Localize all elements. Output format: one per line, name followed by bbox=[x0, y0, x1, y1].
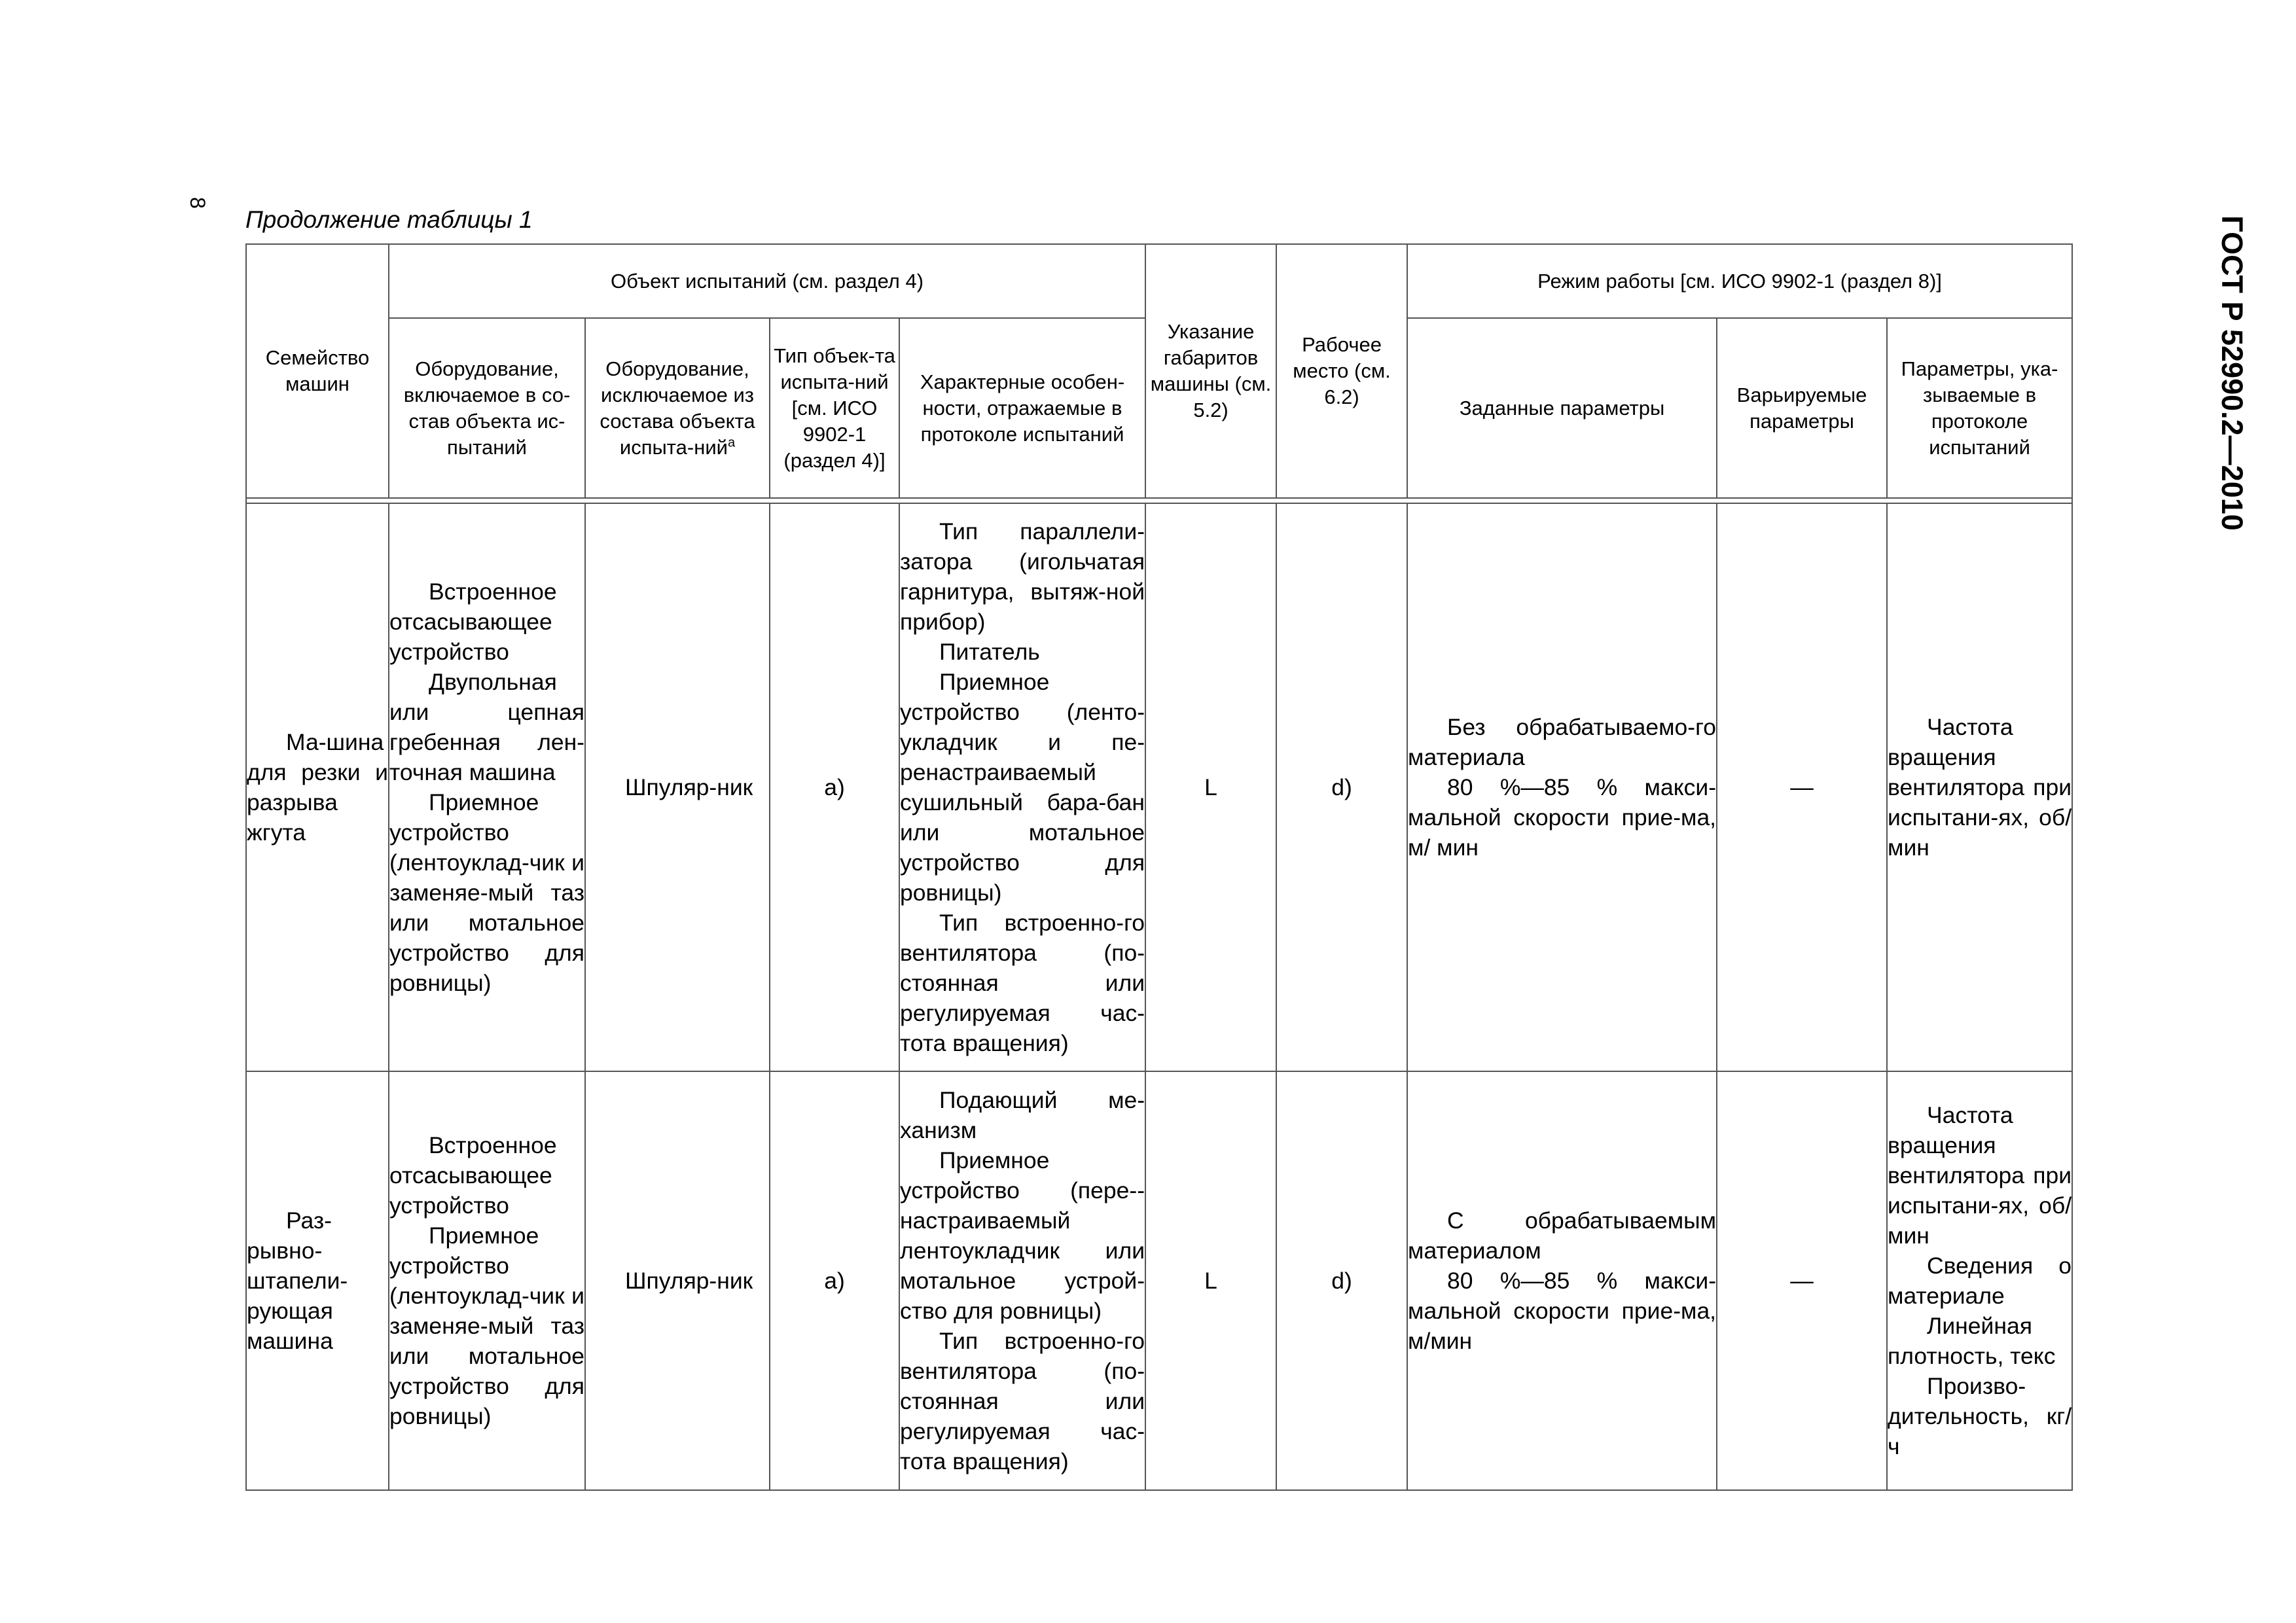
header-family: Семейство машин bbox=[246, 244, 389, 498]
cell-text: С обрабатываемым материалом bbox=[1408, 1207, 1717, 1264]
header-reported-params: Параметры, ука-зываемые в протоколе испытаний bbox=[1887, 318, 2072, 498]
table-caption: Продолжение таблицы 1 bbox=[245, 206, 533, 233]
cell-text: Приемное устройство (лентоуклад-чик и заменяе-мый таз или мотальное устройство для ровницы) bbox=[389, 1222, 584, 1429]
header-excluded bbox=[585, 318, 770, 498]
cell-text: Двупольная или цепная гребенная лен-точная машина bbox=[389, 669, 584, 785]
header-object-type: Тип объек-та испыта-ний [см. ИСО 9902-1 (раздел 4)] bbox=[770, 318, 899, 498]
cell-text: Подающий ме-ханизм bbox=[900, 1087, 1145, 1143]
cell-varied-params: — bbox=[1717, 1071, 1887, 1490]
cell-text: Встроенное отсасывающее устройство bbox=[389, 1132, 557, 1219]
cell-reported-params bbox=[1887, 1071, 2072, 1490]
header-mode-group: Режим работы [см. ИСО 9902-1 (раздел 8)] bbox=[1407, 244, 2072, 318]
cell-set-params bbox=[1407, 503, 1717, 1071]
cell-family bbox=[246, 1071, 389, 1490]
cell-text: Частота вращения вентилятора при испытани-ях, об/мин bbox=[1888, 714, 2072, 861]
cell-included bbox=[389, 503, 585, 1071]
cell-text: Встроенное отсасывающее устройство bbox=[389, 579, 557, 665]
header-object-group: Объект испытаний (см. раздел 4) bbox=[389, 244, 1145, 318]
cell-text: Частота вращения вентилятора при испытани-ях, об/мин bbox=[1888, 1102, 2072, 1249]
cell-text: 80 %—85 % макси-мальной скорости прие-ма, м/мин bbox=[1408, 1268, 1717, 1354]
cell-text: Сведения о материале bbox=[1888, 1253, 2072, 1309]
cell-workplace: d) bbox=[1276, 1071, 1407, 1490]
cell-text: Тип параллели-затора (игольчатая гарнитура, вытяж-ной прибор) bbox=[900, 518, 1145, 635]
cell-text: Приемное устройство (ленто-укладчик и пе-ренастраиваемый сушильный бара-бан или мотальное устройство для ровницы) bbox=[900, 669, 1145, 906]
cell-workplace: d) bbox=[1276, 503, 1407, 1071]
cell-set-params bbox=[1407, 1071, 1717, 1490]
cell-features bbox=[899, 1071, 1145, 1490]
cell-text: Без обрабатываемо-го материала bbox=[1408, 714, 1717, 770]
cell-text: Шпуляр-ник bbox=[625, 1268, 753, 1294]
cell-reported-params bbox=[1887, 503, 2072, 1071]
header-dimensions: Указание габаритов машины (см. 5.2) bbox=[1145, 244, 1276, 498]
footnote-marker: a bbox=[727, 435, 736, 450]
cell-family bbox=[246, 503, 389, 1071]
cell-text: Приемное устройство (пере--настраиваемый лентоукладчик или мотальное устрой-ство для ровницы) bbox=[900, 1147, 1145, 1324]
cell-object-type: a) bbox=[770, 1071, 899, 1490]
cell-text: Линейная плотность, текс bbox=[1888, 1313, 2056, 1369]
cell-text: Тип встроенно-го вентилятора (по-стоянная или регулируемая час-тота вращения) bbox=[900, 1328, 1145, 1474]
cell-object-type: a) bbox=[770, 503, 899, 1071]
header-set-params: Заданные параметры bbox=[1407, 318, 1717, 498]
header-included: Оборудование, включаемое в со-став объекта ис-пытаний bbox=[389, 318, 585, 498]
cell-text: Произво-дительность, кг/ч bbox=[1888, 1373, 2072, 1459]
cell-included bbox=[389, 1071, 585, 1490]
cell-text: Ма-шина для резки и разрыва жгута bbox=[247, 729, 388, 846]
equipment-table bbox=[245, 243, 2073, 1491]
cell-text: Раз-рывно-штапели-рующая машина bbox=[247, 1207, 348, 1354]
cell-text: Тип встроенно-го вентилятора (по-стоянная или регулируемая час-тота вращения) bbox=[900, 910, 1145, 1056]
cell-text: Шпуляр-ник bbox=[625, 774, 753, 800]
cell-varied-params: — bbox=[1717, 503, 1887, 1071]
cell-text: 80 %—85 % макси-мальной скорости прие-ма, м/ мин bbox=[1408, 774, 1717, 861]
header-workplace: Рабочее место (см. 6.2) bbox=[1276, 244, 1407, 498]
cell-excluded bbox=[585, 503, 770, 1071]
header-excluded-text: Оборудование, исключаемое из состава объекта испыта-ний bbox=[600, 357, 755, 459]
cell-features bbox=[899, 503, 1145, 1071]
cell-text: Питатель bbox=[939, 639, 1040, 665]
cell-dimensions: L bbox=[1145, 503, 1276, 1071]
header-features: Характерные особен-ности, отражаемые в протоколе испытаний bbox=[899, 318, 1145, 498]
table-row bbox=[246, 1071, 2072, 1490]
header-varied-params: Варьируемые параметры bbox=[1717, 318, 1887, 498]
table-row bbox=[246, 503, 2072, 1071]
cell-text: Приемное устройство (лентоуклад-чик и заменяе-мый таз или мотальное устройство для ровницы) bbox=[389, 789, 584, 996]
cell-dimensions: L bbox=[1145, 1071, 1276, 1490]
cell-excluded bbox=[585, 1071, 770, 1490]
header-separator bbox=[246, 498, 2072, 503]
page-number: 8 bbox=[186, 197, 209, 209]
document-code: ГОСТ Р 52990.2—2010 bbox=[2215, 215, 2249, 531]
